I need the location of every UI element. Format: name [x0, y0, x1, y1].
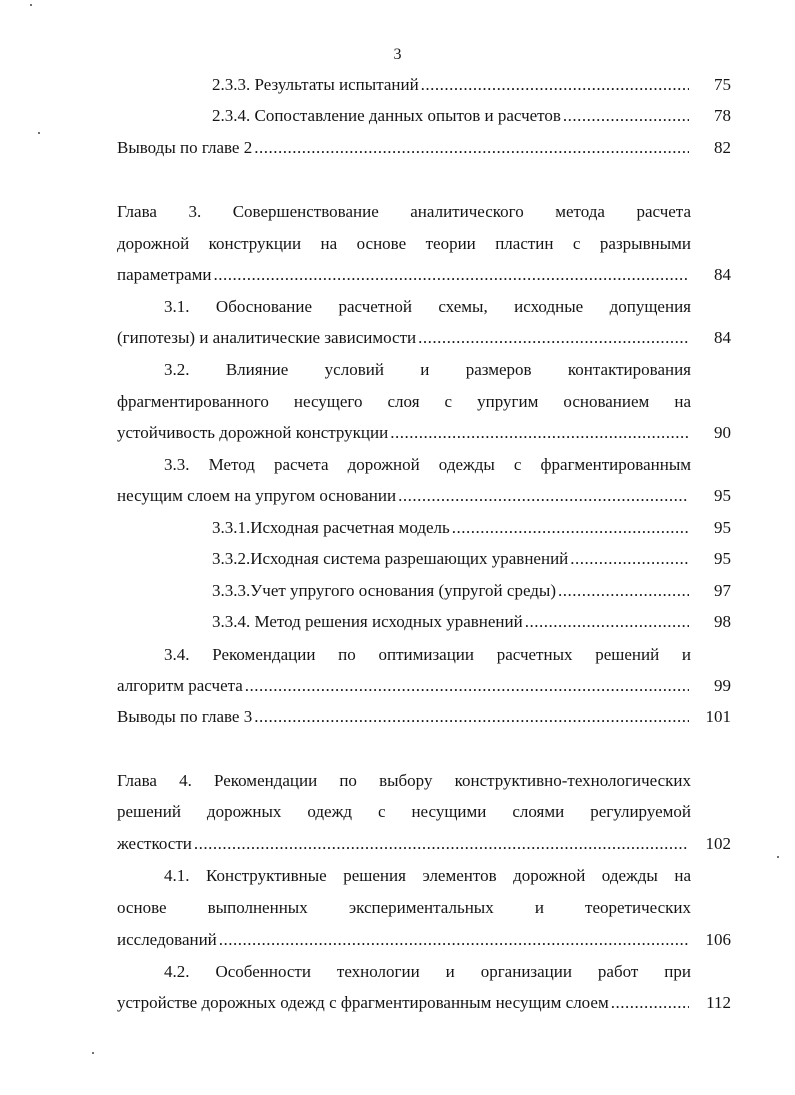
toc-page-number: 102: [705, 834, 731, 853]
toc-page-number: 101: [705, 707, 731, 726]
toc-entry-3-2-line-1: 3.2. Влияние условий и размеров контактирования: [164, 360, 691, 379]
dot-leader: [245, 675, 689, 697]
toc-entry-4-2-line-1: 4.2. Особенности технологии и организации работ при: [164, 962, 691, 981]
toc-entry-label: устройстве дорожных одежд с фрагментированным несущим слоем: [117, 993, 609, 1012]
toc-entry-2-3-3: [212, 74, 691, 96]
toc-entry-chapter-2-conclusions: [117, 137, 691, 159]
toc-entry-label: 3.3.1.Исходная расчетная модель: [212, 518, 450, 537]
toc-chapter-4-line-3: [117, 833, 691, 855]
toc-page-number: 82: [714, 138, 731, 157]
toc-page-number: 84: [714, 265, 731, 284]
toc-entry-label: параметрами: [117, 265, 212, 284]
toc-page-number: 99: [714, 676, 731, 695]
toc-entry-4-1-line-1: 4.1. Конструктивные решения элементов дорожной одежды на: [164, 866, 691, 885]
toc-entry-label: 3.3.2.Исходная система разрешающих уравнений: [212, 549, 569, 568]
toc-page-number: 84: [714, 328, 731, 347]
toc-entry-3-1-line-2: [117, 327, 691, 349]
scan-speck: [38, 132, 40, 134]
toc-chapter-4-line-1: Глава 4. Рекомендации по выбору конструктивно-технологических: [117, 771, 691, 790]
toc-page-number: 95: [714, 518, 731, 537]
toc-entry-3-1-line-1: 3.1. Обоснование расчетной схемы, исходные допущения: [164, 297, 691, 316]
toc-entry-label: Выводы по главе 2: [117, 138, 253, 157]
toc-entry-label: жесткости: [117, 834, 192, 853]
toc-page-number: 98: [714, 612, 731, 631]
toc-page-number: 95: [714, 549, 731, 568]
dot-leader: [558, 580, 689, 602]
toc-entry-label: 2.3.4. Сопоставление данных опытов и расчетов: [212, 106, 561, 125]
scan-speck: [30, 4, 32, 6]
dot-leader: [254, 137, 689, 159]
toc-entry-label: (гипотезы) и аналитические зависимости: [117, 328, 417, 347]
toc-entry-3-2-line-3: [117, 422, 691, 444]
dot-leader: [570, 548, 689, 570]
toc-entry-label: устойчивость дорожной конструкции: [117, 423, 389, 442]
dot-leader: [563, 105, 689, 127]
toc-entry-3-3-1: [212, 517, 691, 539]
toc-entry-3-3-2: [212, 548, 691, 570]
toc-entry-label: 3.3.4. Метод решения исходных уравнений: [212, 612, 523, 631]
toc-page-number: 75: [714, 75, 731, 94]
toc-chapter-3-line-2: дорожной конструкции на основе теории пластин с разрывными: [117, 234, 691, 253]
dot-leader: [418, 327, 689, 349]
toc-page-number: 78: [714, 106, 731, 125]
toc-chapter-4-line-2: решений дорожных одежд с несущими слоями регулируемой: [117, 802, 691, 821]
scan-speck: [92, 1052, 94, 1054]
toc-entry-3-3-line-2: [117, 485, 691, 507]
dot-leader: [219, 929, 689, 951]
toc-entry-2-3-4: [212, 105, 691, 127]
dot-leader: [390, 422, 689, 444]
toc-chapter-3-line-3: [117, 264, 691, 286]
toc-entry-3-4-line-2: [117, 675, 691, 697]
toc-entry-3-4-line-1: 3.4. Рекомендации по оптимизации расчетных решений и: [164, 645, 691, 664]
toc-entry-4-1-line-3: [117, 929, 691, 951]
dot-leader: [194, 833, 689, 855]
toc-entry-4-2-line-2: [117, 992, 691, 1014]
toc-entry-4-1-line-2: основе выполненных экспериментальных и теоретических: [117, 898, 691, 917]
dot-leader: [254, 706, 689, 728]
toc-entry-label: Выводы по главе 3: [117, 707, 253, 726]
scan-speck: [777, 856, 779, 858]
toc-entry-label: несущим слоем на упругом основании: [117, 486, 397, 505]
toc-entry-label: исследований: [117, 930, 217, 949]
dot-leader: [452, 517, 689, 539]
toc-entry-chapter-3-conclusions: [117, 706, 691, 728]
dot-leader: [398, 485, 689, 507]
dot-leader: [421, 74, 689, 96]
toc-entry-label: 2.3.3. Результаты испытаний: [212, 75, 419, 94]
toc-entry-3-2-line-2: фрагментированного несущего слоя с упругим основанием на: [117, 392, 691, 411]
toc-entry-label: 3.3.3.Учет упругого основания (упругой среды): [212, 581, 556, 600]
dot-leader: [214, 264, 689, 286]
dot-leader: [611, 992, 689, 1014]
toc-entry-3-3-line-1: 3.3. Метод расчета дорожной одежды с фрагментированным: [164, 455, 691, 474]
toc-page-number: 90: [714, 423, 731, 442]
toc-entry-3-3-3: [212, 580, 691, 602]
toc-entry-3-3-4: [212, 611, 691, 633]
toc-page-number: 97: [714, 581, 731, 600]
dot-leader: [525, 611, 689, 633]
toc-chapter-3-line-1: Глава 3. Совершенствование аналитического метода расчета: [117, 202, 691, 221]
toc-entry-label: алгоритм расчета: [117, 676, 243, 695]
toc-page-number: 106: [705, 930, 731, 949]
toc-page-number: 95: [714, 486, 731, 505]
page-number: 3: [393, 46, 402, 63]
toc-page-number: 112: [706, 993, 731, 1012]
